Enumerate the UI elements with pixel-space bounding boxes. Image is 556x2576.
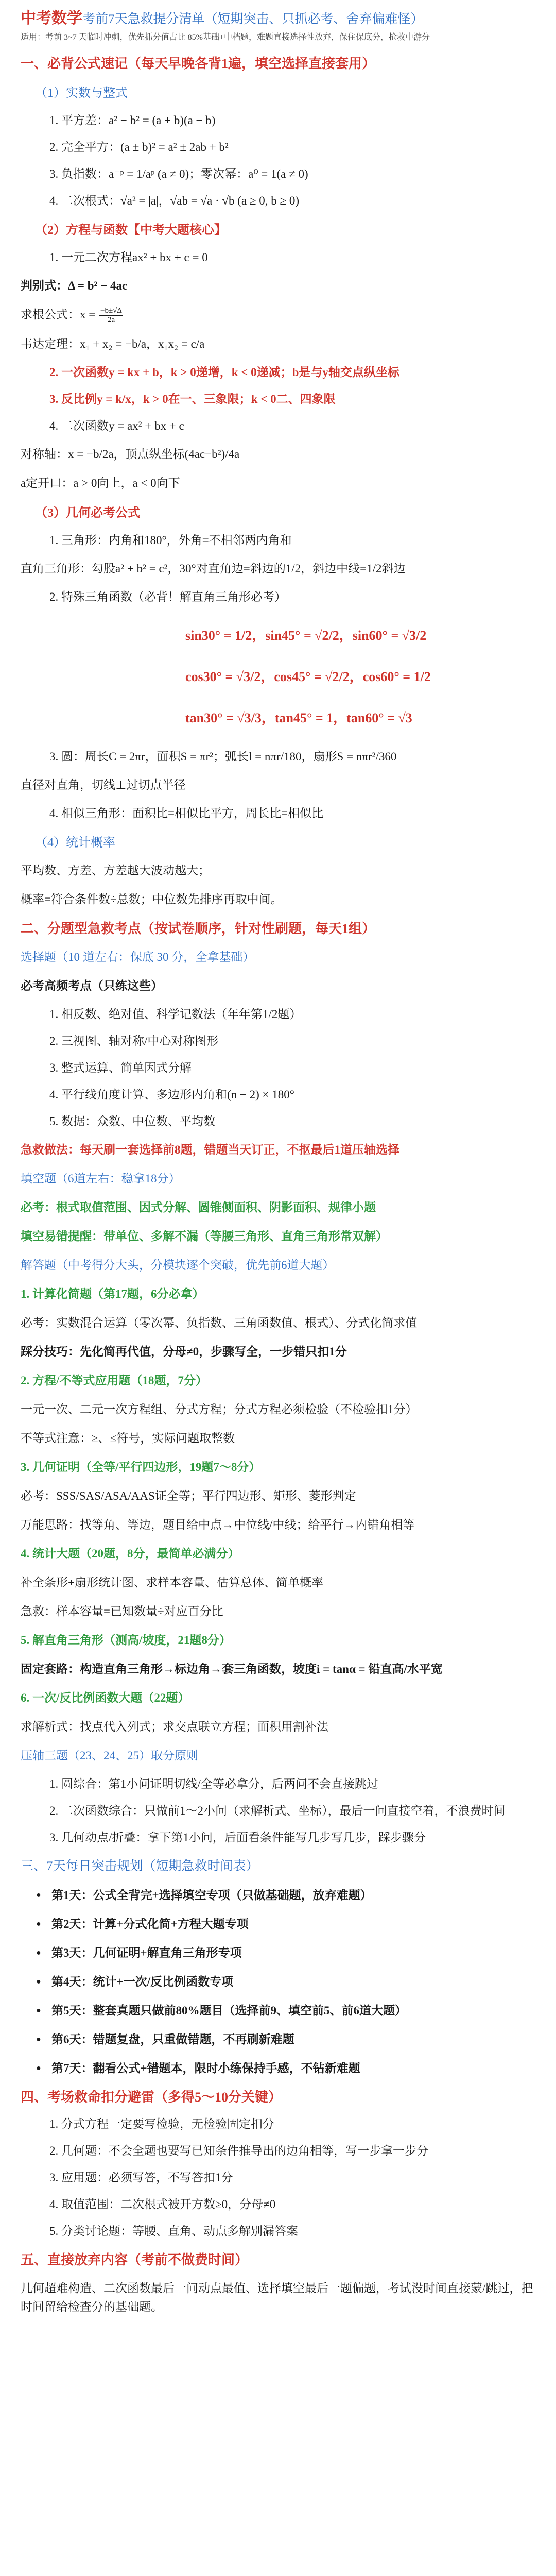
- vieta-theorem: 韦达定理：x₁ + x₂ = −b/a，x₁x₂ = c/a: [21, 337, 205, 351]
- linear-function: 2. 一次函数y = kx + b，k > 0递增，k < 0递减；b是与y轴交点纵坐标: [49, 366, 399, 379]
- day-plan-item: ● 第6天：错题复盘，只重做错题，不再刷新难题: [51, 2031, 542, 2048]
- page-title: [21, 7, 542, 31]
- day-plan-item: ● 第7天：翻看公式+错题本，限时小练保持手感，不钻新难题: [51, 2060, 542, 2077]
- trig-table: [185, 615, 542, 739]
- calc-body: 必考：实数混合运算（零次幂、负指数、三角函数值、根式）、分式化简求值: [21, 1316, 418, 1330]
- formula-item: 4. 二次根式：√a² = |a|，√ab = √a · √b (a ≥ 0, b ≥ 0): [49, 194, 300, 207]
- must-item: 3. 整式运算、简单因式分解: [49, 1061, 192, 1075]
- equations-heading: 2. 方程/不等式应用题（18题，7分）: [21, 1374, 207, 1387]
- press-item: 2. 二次函数综合：只做前1～2小问（求解析式、坐标），最后一问直接空着，不浪费时间: [49, 1804, 506, 1818]
- day-plan-item: ● 第2天：计算+分式化简+方程大题专项: [51, 1916, 542, 1933]
- statistics-line-1: 平均数、方差、方差越大波动越大；: [21, 864, 210, 877]
- avoid-item: 3. 应用题：必须写答，不写答扣1分: [49, 2171, 233, 2184]
- day-plan-item: ● 第4天：统计+一次/反比例函数专项: [51, 1973, 542, 1991]
- avoid-item: 2. 几何题：不会全题也要写已知条件推导出的边角相等，写一步拿一步分: [49, 2144, 428, 2158]
- statistics-heading: 4. 统计大题（20题，8分，最简单必满分）: [21, 1547, 240, 1561]
- fill-tip: 填空易错提醒：带单位、多解不漏（等腰三角形、直角三角形常双解）: [21, 1230, 388, 1243]
- root-fraction: [99, 307, 123, 325]
- avoid-item: 4. 取值范围：二次根式被开方数≥0，分母≠0: [49, 2198, 276, 2211]
- section-5-body: 几何超难构造、二次函数最后一问动点最值、选择填空最后一题偏题，考试没时间直接蒙/跳过，把时间留给检查分的基础题。: [21, 2282, 533, 2314]
- day-plan-item: ● 第3天：几何证明+解直角三角形专项: [51, 1944, 542, 1962]
- section-2-heading: 二、分题型急救考点（按试卷顺序，针对性刷题，每天1组）: [21, 921, 376, 937]
- answer-heading: 解答题（中考得分大头，分模块逐个突破，优先前6道大题）: [21, 1259, 335, 1272]
- geometry-proof-heading: 3. 几何证明（全等/平行四边形，19题7～8分）: [21, 1461, 261, 1474]
- statistics-tip: 急救：样本容量=已知数量÷对应百分比: [21, 1605, 223, 1618]
- inverse-function: 3. 反比例y = k/x，k > 0在一、三象限；k < 0二、四象限: [49, 393, 336, 406]
- must-item: 1. 相反数、绝对值、科学记数法（年年第1/2题）: [49, 1008, 302, 1021]
- circle-formula: 3. 圆：周长C = 2πr，面积S = πr²；弧长l = nπr/180，扇形S = nπr²/360: [49, 750, 397, 764]
- geometry-proof-body: 必考：SSS/SAS/ASA/AAS证全等；平行四边形、矩形、菱形判定: [21, 1489, 356, 1503]
- root-numerator: −b±√Δ: [100, 307, 123, 315]
- section-4-heading: 四、考场救命扣分避雷（多得5～10分关键）: [21, 2090, 282, 2105]
- multiple-choice-heading: 选择题（10 道左右：保底 30 分，全拿基础）: [21, 951, 255, 964]
- intro-text: 适用：考前 3~7 天临时冲刺，优先抓分值占比 85%基础+中档题，难题直接选择性放弃，保住保底分，抢救中游分: [21, 33, 430, 42]
- day-plan-item: ● 第5天：整套真题只做前80%题目（选择前9、填空前5、前6道大题）: [51, 2002, 542, 2020]
- root-denominator: 2a: [107, 316, 115, 325]
- quadratic-equation: 1. 一元二次方程ax² + bx + c = 0: [49, 251, 208, 264]
- press-heading: 压轴三题（23、24、25）取分原则: [21, 1749, 198, 1762]
- solve-triangle-heading: 5. 解直角三角形（测高/坡度，21题8分）: [21, 1634, 231, 1647]
- day-plan-item: ● 第1天：公式全背完+选择填空专项（只做基础题，放弃难题）: [51, 1887, 542, 1904]
- must-item: 2. 三视图、轴对称/中心对称图形: [49, 1035, 219, 1048]
- trig-row-cos: cos30° = √3/2，cos45° = √2/2，cos60° = 1/2: [185, 669, 431, 685]
- statistics-line-2: 概率=符合条件数÷总数；中位数先排序再取中间。: [21, 893, 283, 906]
- equations-body: 一元一次、二元一次方程组、分式方程；分式方程必须检验（不检验扣1分）: [21, 1403, 418, 1416]
- calc-heading: 1. 计算化简题（第17题，6分必拿）: [21, 1287, 204, 1301]
- formula-item: 2. 完全平方：(a ± b)² = a² ± 2ab + b²: [49, 141, 229, 154]
- linear-function-heading: 6. 一次/反比例函数大题（22题）: [21, 1691, 190, 1705]
- calc-tip: 踩分技巧：先化简再代值，分母≠0，步骤写全，一步错只扣1分: [21, 1345, 347, 1359]
- fill-blank-heading: 填空题（6道左右：稳拿18分）: [21, 1172, 181, 1185]
- opening-direction: a定开口：a > 0向上，a < 0向下: [21, 477, 180, 490]
- subsection-real-numbers: （1）实数与整式: [35, 87, 128, 100]
- subsection-statistics: （4）统计概率: [35, 836, 115, 850]
- solve-triangle-body: 固定套路：构造直角三角形→标边角→套三角函数，坡度i = tanα = 铅直高/水平宽: [21, 1663, 443, 1676]
- section-3-heading: 三、7天每日突击规划（短期急救时间表）: [21, 1859, 259, 1874]
- subsection-geometry: （3）几何必考公式: [35, 506, 140, 520]
- avoid-item: 5. 分类讨论题：等腰、直角、动点多解别漏答案: [49, 2225, 298, 2238]
- fill-must: 必考：根式取值范围、因式分解、圆锥侧面积、阴影面积、规律小题: [21, 1201, 376, 1214]
- section-5-heading: 五、直接放弃内容（考前不做费时间）: [21, 2252, 249, 2268]
- must-item: 5. 数据：众数、中位数、平均数: [49, 1115, 215, 1128]
- formula-item: 1. 平方差：a² − b² = (a + b)(a − b): [49, 114, 216, 127]
- quadratic-function: 4. 二次函数y = ax² + bx + c: [49, 419, 184, 433]
- must-know-heading: 必考高频考点（只练这些）: [21, 979, 163, 993]
- title-sub: 考前7天急救提分清单（短期突击、只抓必考、舍弃偏难怪）: [82, 12, 424, 26]
- discriminant: 判别式：Δ = b² − 4ac: [21, 279, 128, 292]
- symmetry-axis: 对称轴：x = −b/2a，顶点纵坐标(4ac−b²)/4a: [21, 448, 240, 461]
- root-formula: [21, 306, 542, 325]
- geometry-proof-tip: 万能思路：找等角、等边，题目给中点→中位线/中线；给平行→内错角相等: [21, 1518, 415, 1532]
- formula-item: 3. 负指数：a⁻ᵖ = 1/aᵖ (a ≠ 0)；零次幂：a⁰ = 1(a ≠ 0): [49, 167, 308, 180]
- right-triangle: 直角三角形：勾股a² + b² = c²，30°对直角边=斜边的1/2，斜边中线=1/2斜边: [21, 562, 406, 575]
- linear-function-body: 求解析式：找点代入列式；求交点联立方程；面积用割补法: [21, 1720, 328, 1734]
- title-main: 中考数学: [21, 10, 82, 27]
- inequality-note: 不等式注意：≥、≤符号，实际问题取整数: [21, 1432, 235, 1445]
- similar-triangles: 4. 相似三角形：面积比=相似比平方，周长比=相似比: [49, 807, 323, 820]
- trig-row-sin: sin30° = 1/2，sin45° = √2/2，sin60° = √3/2: [185, 628, 427, 643]
- special-trig-title: 2. 特殊三角函数（必背！解直角三角形必考）: [49, 590, 286, 604]
- rescue-method: 急救做法：每天刷一套选择前8题，错题当天订正，不抠最后1道压轴选择: [21, 1143, 399, 1157]
- triangle-angles: 1. 三角形：内角和180°，外角=不相邻两内角和: [49, 534, 292, 547]
- tangent-rule: 直径对直角，切线⊥过切点半径: [21, 778, 186, 792]
- press-item: 1. 圆综合：第1小问证明切线/全等必拿分，后两问不会直接跳过: [49, 1777, 378, 1791]
- trig-row-tan: tan30° = √3/3，tan45° = 1，tan60° = √3: [185, 710, 412, 726]
- press-item: 3. 几何动点/折叠：拿下第1小问，后面看条件能写几步写几步，踩步骤分: [49, 1831, 426, 1844]
- section-1-heading: 一、必背公式速记（每天早晚各背1遍，填空选择直接套用）: [21, 56, 376, 71]
- subsection-equations: （2）方程与函数【中考大题核心】: [35, 224, 227, 237]
- must-item: 4. 平行线角度计算、多边形内角和(n − 2) × 180°: [49, 1088, 294, 1101]
- avoid-item: 1. 分式方程一定要写检验，无检验固定扣分: [49, 2117, 274, 2131]
- root-label: 求根公式：x =: [21, 308, 98, 321]
- statistics-body: 补全条形+扇形统计图、求样本容量、估算总体、简单概率: [21, 1576, 323, 1589]
